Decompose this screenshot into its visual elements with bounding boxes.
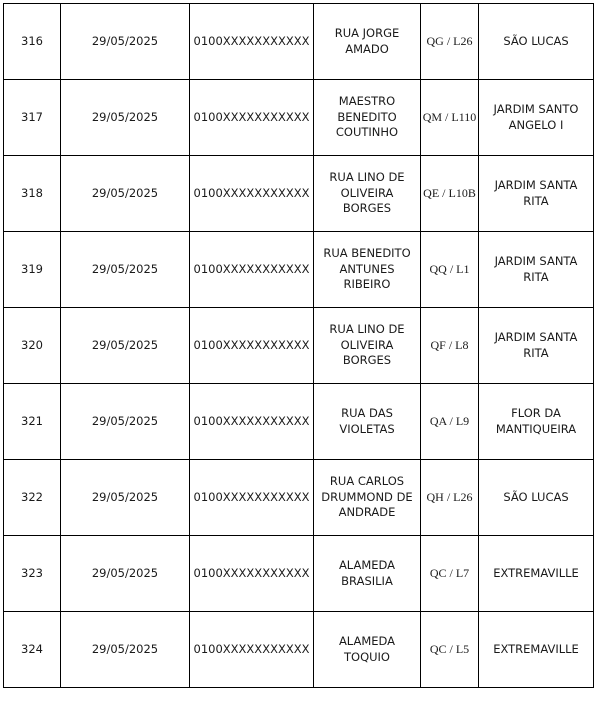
street-cell xyxy=(314,80,421,156)
date-cell: 29/05/2025 xyxy=(61,308,190,384)
district-cell-line: FLOR DA xyxy=(511,406,561,420)
row-number-cell: 317 xyxy=(4,80,61,156)
district-cell-line: JARDIM SANTA xyxy=(494,330,578,344)
street-cell xyxy=(314,384,421,460)
row-number-cell: 320 xyxy=(4,308,61,384)
district-cell-line: MANTIQUEIRA xyxy=(495,421,577,436)
street-cell xyxy=(314,156,421,232)
street-cell-line: AMADO xyxy=(345,41,389,56)
code-cell: 0100XXXXXXXXXXX xyxy=(190,612,314,688)
district-cell-line: RITA xyxy=(523,269,549,284)
lot-cell: QC / L5 xyxy=(421,612,479,688)
street-cell-line: OLIVEIRA BORGES xyxy=(340,185,394,216)
lot-cell: QQ / L1 xyxy=(421,232,479,308)
code-cell: 0100XXXXXXXXXXX xyxy=(190,80,314,156)
records-table-body xyxy=(4,4,594,688)
lot-cell: QF / L8 xyxy=(421,308,479,384)
street-cell-line: RUA CARLOS xyxy=(329,474,405,489)
lot-cell: QA / L9 xyxy=(421,384,479,460)
district-cell xyxy=(479,384,594,460)
street-cell xyxy=(314,4,421,80)
lot-cell: QH / L26 xyxy=(421,460,479,536)
code-cell: 0100XXXXXXXXXXX xyxy=(190,156,314,232)
street-cell-line: RUA BENEDITO xyxy=(323,246,411,261)
district-cell xyxy=(479,4,594,80)
table-row xyxy=(4,80,594,156)
lot-cell: QG / L26 xyxy=(421,4,479,80)
district-cell xyxy=(479,612,594,688)
lot-cell: QM / L110 xyxy=(421,80,479,156)
street-cell-line: RUA JORGE xyxy=(334,26,400,40)
row-number-cell: 316 xyxy=(4,4,61,80)
records-table xyxy=(3,3,594,688)
district-cell xyxy=(479,156,594,232)
date-cell: 29/05/2025 xyxy=(61,612,190,688)
street-cell xyxy=(314,460,421,536)
street-cell-line: ANDRADE xyxy=(338,505,396,520)
district-cell-line: RITA xyxy=(523,193,549,208)
table-row xyxy=(4,384,594,460)
table-row xyxy=(4,612,594,688)
street-cell-line: BENEDITO xyxy=(337,109,397,124)
table-row xyxy=(4,536,594,612)
row-number-cell: 322 xyxy=(4,460,61,536)
row-number-cell: 318 xyxy=(4,156,61,232)
date-cell: 29/05/2025 xyxy=(61,460,190,536)
date-cell: 29/05/2025 xyxy=(61,384,190,460)
street-cell xyxy=(314,232,421,308)
date-cell: 29/05/2025 xyxy=(61,232,190,308)
district-cell-line: SÃO LUCAS xyxy=(503,489,569,504)
street-cell-line: MAESTRO xyxy=(338,94,396,109)
street-cell xyxy=(314,612,421,688)
district-cell xyxy=(479,80,594,156)
district-cell-line: SÃO LUCAS xyxy=(503,33,569,48)
street-cell-line: ANTUNES RIBEIRO xyxy=(339,261,395,292)
district-cell-line: JARDIM SANTA xyxy=(494,178,578,192)
street-cell-line: BRASILIA xyxy=(341,573,393,588)
street-cell-line: RUA LINO DE xyxy=(329,322,405,337)
date-cell: 29/05/2025 xyxy=(61,536,190,612)
table-row xyxy=(4,156,594,232)
table-row xyxy=(4,4,594,80)
code-cell: 0100XXXXXXXXXXX xyxy=(190,460,314,536)
row-number-cell: 321 xyxy=(4,384,61,460)
district-cell-line: EXTREMAVILLE xyxy=(493,565,579,580)
street-cell-line: VIOLETAS xyxy=(339,421,395,436)
street-cell-line: ALAMEDA xyxy=(338,558,396,572)
district-cell xyxy=(479,536,594,612)
row-number-cell: 324 xyxy=(4,612,61,688)
street-cell-line: RUA LINO DE xyxy=(329,170,405,185)
district-cell-line: RITA xyxy=(523,345,549,360)
code-cell: 0100XXXXXXXXXXX xyxy=(190,232,314,308)
district-cell-line: ANGELO I xyxy=(508,117,564,132)
table-row xyxy=(4,232,594,308)
street-cell-line: RUA DAS xyxy=(341,406,393,420)
date-cell: 29/05/2025 xyxy=(61,80,190,156)
lot-cell: QC / L7 xyxy=(421,536,479,612)
row-number-cell: 319 xyxy=(4,232,61,308)
table-row xyxy=(4,460,594,536)
district-cell xyxy=(479,460,594,536)
code-cell: 0100XXXXXXXXXXX xyxy=(190,308,314,384)
date-cell: 29/05/2025 xyxy=(61,156,190,232)
row-number-cell: 323 xyxy=(4,536,61,612)
code-cell: 0100XXXXXXXXXXX xyxy=(190,384,314,460)
street-cell xyxy=(314,308,421,384)
district-cell xyxy=(479,308,594,384)
district-cell-line: JARDIM SANTO xyxy=(493,102,579,116)
code-cell: 0100XXXXXXXXXXX xyxy=(190,4,314,80)
district-cell xyxy=(479,232,594,308)
lot-cell: QE / L10B xyxy=(421,156,479,232)
table-row xyxy=(4,308,594,384)
street-cell xyxy=(314,536,421,612)
street-cell-line: TOQUIO xyxy=(344,649,390,664)
district-cell-line: EXTREMAVILLE xyxy=(493,641,579,656)
street-cell-line: ALAMEDA xyxy=(338,634,396,648)
street-cell-line: OLIVEIRA BORGES xyxy=(340,337,394,368)
street-cell-line: COUTINHO xyxy=(335,125,399,140)
district-cell-line: JARDIM SANTA xyxy=(494,254,578,268)
street-cell-line: DRUMMOND DE xyxy=(321,489,413,504)
code-cell: 0100XXXXXXXXXXX xyxy=(190,536,314,612)
date-cell: 29/05/2025 xyxy=(61,4,190,80)
